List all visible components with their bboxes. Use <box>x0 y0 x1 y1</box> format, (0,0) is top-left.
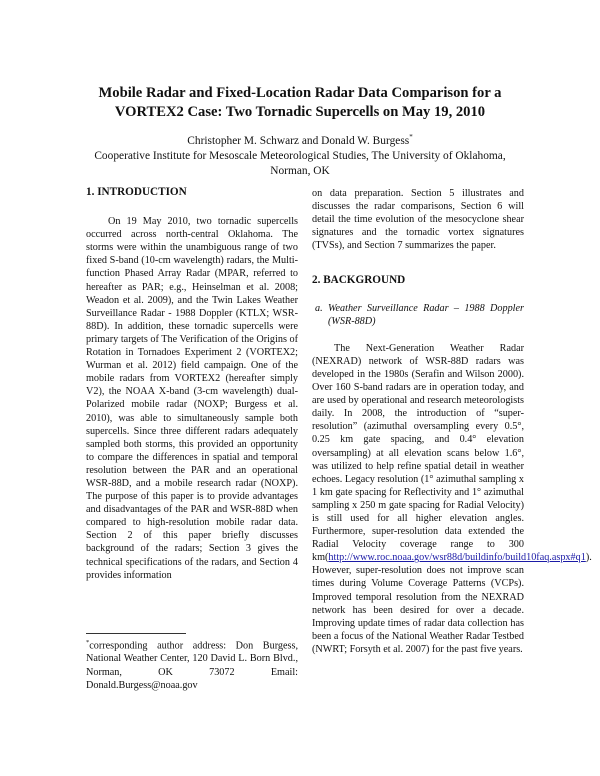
spacer <box>312 328 524 342</box>
left-column <box>86 186 298 582</box>
footnote <box>86 636 298 692</box>
footnote-divider <box>86 633 186 634</box>
subsection-heading-wsr88d: a. Weather Surveillance Radar – 1988 Doppler (WSR-88D) <box>315 302 524 327</box>
section-heading-background: 2. BACKGROUND <box>312 274 406 287</box>
roc-faq-link[interactable]: http://www.roc.noaa.gov/wsr88d/buildinfo/build10faq.aspx#q1 <box>328 552 586 564</box>
affiliation: Cooperative Institute for Mesoscale Meteorological Studies, The University of Oklahoma, Norman, OK <box>94 149 506 177</box>
author-block <box>80 130 520 179</box>
author-names: Christopher M. Schwarz and Donald W. Burgess <box>187 134 410 147</box>
background-text-part2: ). However, super-resolution does not improve scan times during Volume Coverage Patterns (VCPs). Improved temporal resolution from the NEXRAD network has been desired for over a decade. Improving update times of radar data collection has been a focus of the National Weather Radar Testbed (NWRT; Forsyth et al. 2007) for the past five years. <box>312 552 592 655</box>
footnote-mark: * <box>86 639 90 646</box>
author-line <box>80 130 520 149</box>
spacer <box>312 252 524 274</box>
author-footnote-mark: * <box>409 133 413 141</box>
spacer <box>312 288 524 302</box>
background-paragraph <box>312 342 592 656</box>
paper-title: Mobile Radar and Fixed-Location Radar Data Comparison for a VORTEX2 Case: Two Tornadic Supercells on May 19, 2010 <box>98 85 502 120</box>
right-column <box>312 187 592 656</box>
background-text-part1: The Next-Generation Weather Radar (NEXRAD) network of WSR-88D radars was developed in the 1980s (Serafin and Wilson 2000). Over 160 S-band radars are in operation today, and are used by operational and research meteorologists daily. In 2008, the introduction of “super-resolution” (azimuthal oversampling every 0.5°, 0.25 km gate spacing, and 0.4° elevation oversampling) at all elevation scans below 1.6°, was utilized to help refine spatial detail in weather echoes. Legacy resolution (1° azimuthal sampling x 1 km gate spacing for Reflectivity and 1° azimuthal sampling x 250 m gate spacing for Radial Velocity) is still used for all higher elevation angles. Furthermore, super-resolution data extended the Radial Velocity coverage range to 300 km( <box>312 342 524 564</box>
spacer <box>86 199 298 215</box>
section-heading-introduction: 1. INTRODUCTION <box>86 186 187 198</box>
intro-paragraph: On 19 May 2010, two tornadic supercells occurred across north-central Oklahoma. The storms were within the unambiguous range of two fixed S-band (10-cm wavelength) radars, the Multi-function Phased Array Radar (MPAR, referred to hereafter as PAR; e.g., Heinselman et al. 2008; Weadon et al. 2009), and the Twin Lakes Weather Surveillance Radar - 1988 Doppler (KTLX; WSR-88D). In addition, these tornadic supercells were primary targets of The Verification of the Origins of Rotation in Tornadoes Experiment 2 (VORTEX2; Wurman et al. 2012) field campaign. One of the mobile radars from VORTEX2 (hereafter simply V2), the NOAA X-band (3-cm wavelength) dual-Polarized mobile radar (NOXP; Burgess et al. 2010), was able to simultaneously sample both supercells. Since three different radars adequately sampled both storms, this provided an opportunity to compare the differences in spatial and temporal resolution between the PAR and an operational WSR-88D, and a mobile research radar (NOXP). The purpose of this paper is to provide advantages and disadvantages of the PAR and WSR-88D when compared to high-resolution mobile radar data. Section 2 of this paper briefly discusses background of the radars; Section 3 gives the technical specifications of the radars, and Section 4 provides information <box>86 216 298 581</box>
intro-paragraph-continued: on data preparation. Section 5 illustrates and discusses the radar comparisons, Section 6 will detail the time evolution of the mesocyclone shear signatures and the tornadic vortex signatures (TVSs), and Section 7 summarizes the paper. <box>312 188 524 252</box>
footnote-text: corresponding author address: Don Burgess, National Weather Center, 120 David L. Born Blvd., Norman, OK 73072 Email: Donald.Burgess@noaa.gov <box>86 640 298 691</box>
